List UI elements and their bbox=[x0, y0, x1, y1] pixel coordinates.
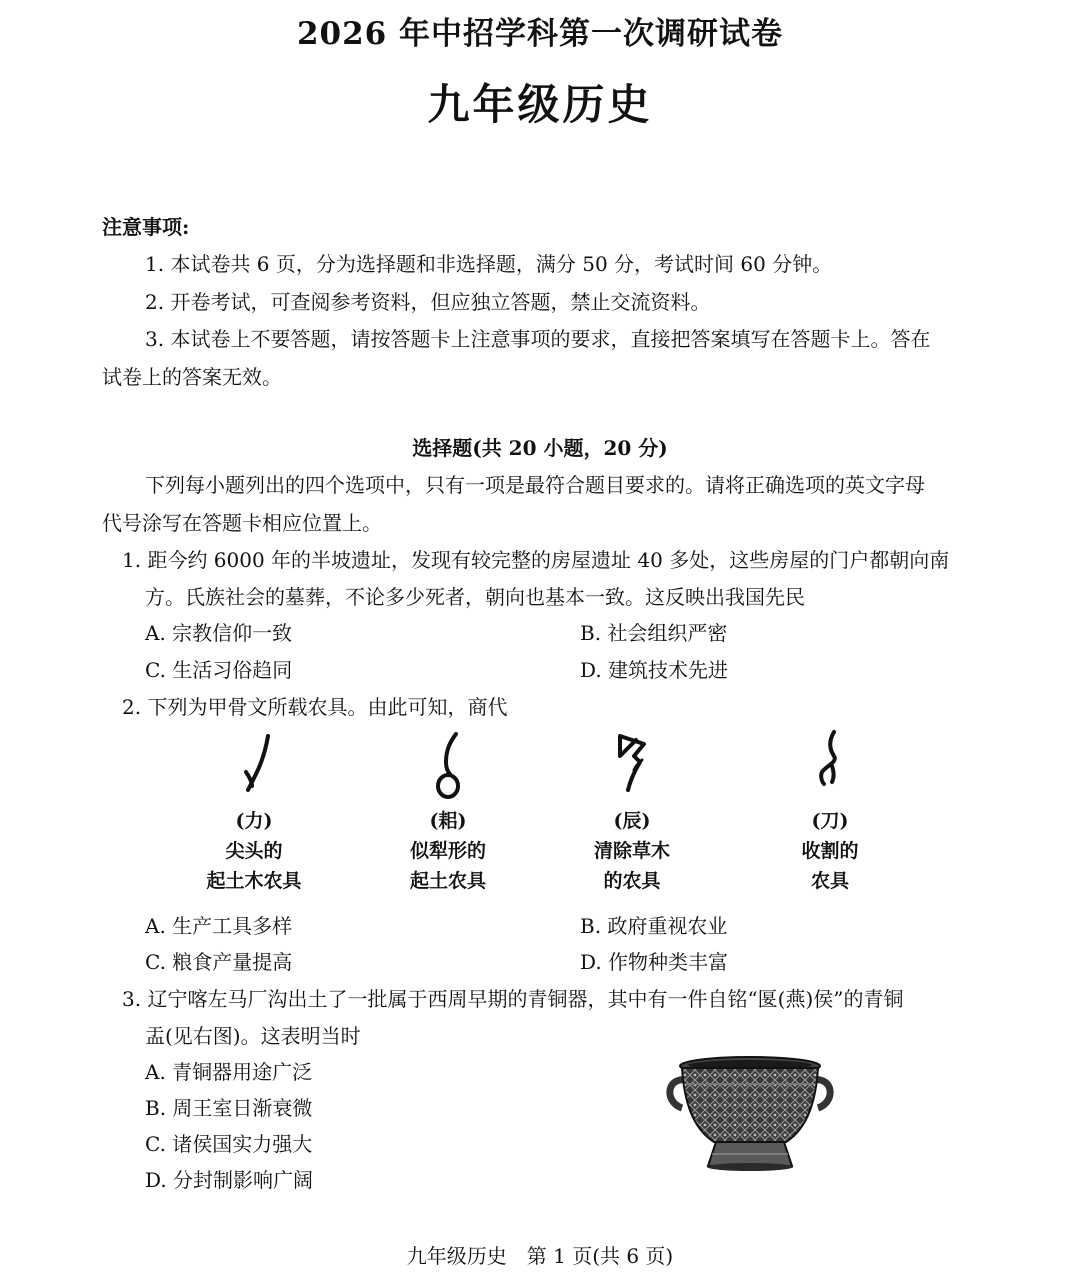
question-3-option-b: B. 周王室日渐衰微 bbox=[145, 1096, 313, 1120]
question-1-stem: 方。氏族社会的墓葬，不论多少死者，朝向也基本一致。这反映出我国先民 bbox=[145, 585, 805, 609]
section-instruction: 代号涂写在答题卡相应位置上。 bbox=[102, 511, 382, 535]
glyph-desc: 尖头的 bbox=[225, 840, 283, 862]
glyph-desc: 起土木农具 bbox=[206, 870, 302, 892]
notice-item: 1. 本试卷共 6 页，分为选择题和非选择题，满分 50 分，考试时间 60 分钟。 bbox=[145, 252, 833, 276]
question-3-stem: 3. 辽宁喀左马厂沟出土了一批属于西周早期的青铜器，其中有一件自铭“匽(燕)侯”的青铜 bbox=[122, 987, 904, 1011]
bronze-yu-vessel-image bbox=[660, 1050, 840, 1180]
section-title: 选择题(共 20 小题，20 分) bbox=[412, 436, 668, 460]
question-3-stem: 盂(见右图)。这表明当时 bbox=[145, 1024, 361, 1048]
question-2-option-a: A. 生产工具多样 bbox=[145, 914, 293, 938]
glyph-name: (辰) bbox=[613, 810, 651, 832]
glyph-caption-dao bbox=[740, 806, 920, 896]
notice-item: 3. 本试卷上不要答题，请按答题卡上注意事项的要求，直接把答案填写在答题卡上。答在 bbox=[145, 327, 931, 351]
glyph-caption-si bbox=[358, 806, 538, 896]
oracle-glyph-si bbox=[402, 728, 492, 808]
question-3-option-c: C. 诸侯国实力强大 bbox=[145, 1132, 313, 1156]
question-1-option-d: D. 建筑技术先进 bbox=[580, 658, 729, 682]
glyph-desc: 清除草木 bbox=[593, 840, 670, 862]
question-1-option-a: A. 宗教信仰一致 bbox=[145, 621, 293, 645]
glyph-caption-li bbox=[164, 806, 344, 896]
glyph-desc: 收割的 bbox=[801, 840, 859, 862]
oracle-glyph-li bbox=[210, 728, 300, 808]
section-instruction: 下列每小题列出的四个选项中，只有一项是最符合题目要求的。请将正确选项的英文字母 bbox=[145, 473, 925, 497]
notice-item: 2. 开卷考试，可查阅参考资料，但应独立答题，禁止交流资料。 bbox=[145, 290, 711, 314]
glyph-name: (刀) bbox=[811, 810, 849, 832]
glyph-caption-chen bbox=[542, 806, 722, 896]
notice-heading: 注意事项: bbox=[102, 215, 190, 239]
glyph-name: (力) bbox=[235, 810, 273, 832]
question-1-option-c: C. 生活习俗趋同 bbox=[145, 658, 293, 682]
glyph-desc: 起土农具 bbox=[409, 870, 486, 892]
question-2-stem: 2. 下列为甲骨文所载农具。由此可知，商代 bbox=[122, 695, 508, 719]
glyph-desc: 的农具 bbox=[603, 870, 661, 892]
glyph-desc: 似犁形的 bbox=[409, 840, 486, 862]
question-3-option-a: A. 青铜器用途广泛 bbox=[145, 1060, 313, 1084]
glyph-desc: 农具 bbox=[810, 870, 849, 892]
oracle-glyph-chen bbox=[590, 726, 680, 806]
question-1-stem: 1. 距今约 6000 年的半坡遗址，发现有较完整的房屋遗址 40 多处，这些房屋的门户都朝向南 bbox=[122, 548, 950, 572]
question-2-option-d: D. 作物种类丰富 bbox=[580, 950, 729, 974]
question-1-option-b: B. 社会组织严密 bbox=[580, 621, 728, 645]
page-footer: 九年级历史 第 1 页(共 6 页) bbox=[406, 1244, 674, 1268]
oracle-glyph-dao bbox=[786, 726, 876, 806]
question-2-option-c: C. 粮食产量提高 bbox=[145, 950, 293, 974]
glyph-name: (耜) bbox=[429, 810, 467, 832]
subject-title: 九年级历史 bbox=[427, 80, 653, 129]
question-2-option-b: B. 政府重视农业 bbox=[580, 914, 728, 938]
question-3-option-d: D. 分封制影响广阔 bbox=[145, 1168, 314, 1192]
notice-item: 试卷上的答案无效。 bbox=[102, 365, 282, 389]
exam-title: 2026 年中招学科第一次调研试卷 bbox=[296, 16, 784, 52]
